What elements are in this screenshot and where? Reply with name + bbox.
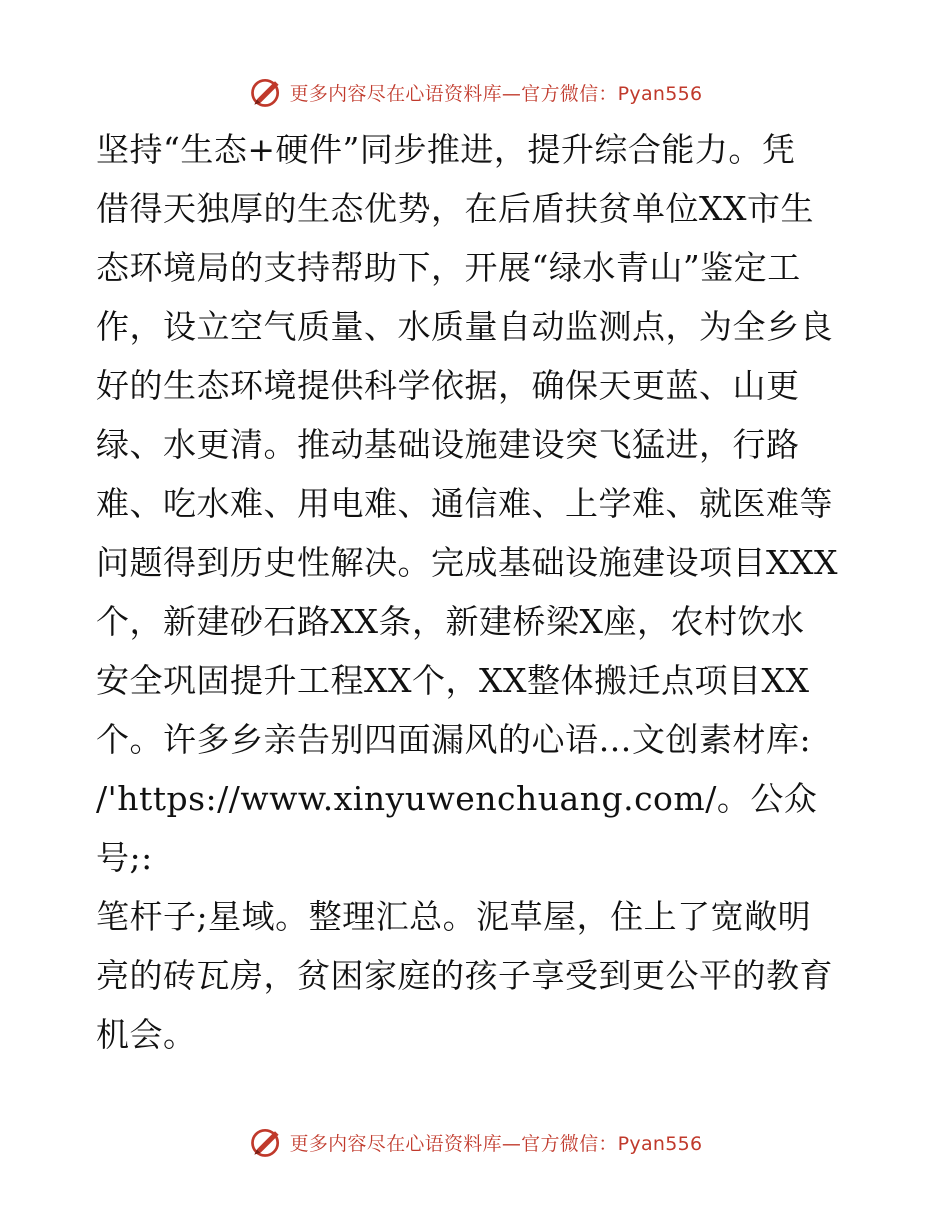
brush-pen-circle-logo-icon xyxy=(248,74,284,110)
footer-banner-text: 更多内容尽在心语资料库—官方微信：Pyan556 xyxy=(289,1132,703,1155)
document-paragraph: 坚持“生态+硬件”同步推进，提升综合能力。凭 借得天独厚的生态优势，在后盾扶贫单位XX市生 态环境局的支持帮助下，开展“绿水青山”鉴定工 作，设立空气质量、水质量自动监测点，为全乡良 好的生态环境提供科学依据，确保天更蓝、山更 绿、水更清。推动基础设施建设突飞猛进，行路 难、吃水难、用电难、通信难、上学难、就医难等 问题得到历史性解决。完成基础设施建设项目XXX 个，新建砂石路XX条，新建桥梁X座，农村饮水 安全巩固提升工程XX个，XX整体搬迁点项目XX 个。许多乡亲告别四面漏风的心语…文创素材库: /'https://www.xinyuwenchuang.com/。公众号;: 笔杆子;星域。整理汇总。泥草屋，住上了宽敞明 亮的砖瓦房，贫困家庭的孩子享受到更公平的教育 机会。 xyxy=(96,130,838,1054)
brush-pen-circle-logo-icon xyxy=(248,1124,284,1160)
header-banner-text: 更多内容尽在心语资料库—官方微信：Pyan556 xyxy=(289,82,703,105)
page-header-banner xyxy=(0,72,950,112)
page-footer-banner xyxy=(0,1122,950,1162)
